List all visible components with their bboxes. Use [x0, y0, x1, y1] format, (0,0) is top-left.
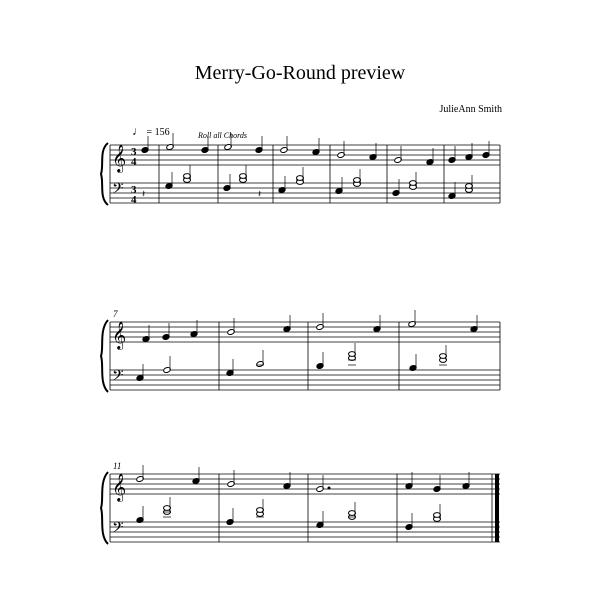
treble-clef-icon: 𝄞 — [112, 144, 127, 172]
bass-clef-icon: 𝄢 — [112, 367, 124, 388]
treble-notes — [141, 133, 490, 165]
tempo-value: = 156 — [146, 127, 170, 138]
treble-staff — [110, 322, 500, 342]
bass-staff — [110, 370, 500, 390]
svg-text:3: 3 — [131, 146, 137, 158]
bass-staff — [110, 522, 500, 542]
treble-clef-icon: 𝄞 — [112, 321, 127, 349]
brace — [101, 320, 108, 392]
bass-clef-icon: 𝄢 — [112, 180, 124, 201]
system-2 — [101, 310, 500, 392]
bass-notes — [142, 165, 473, 200]
quarter-rest-icon: 𝄽 — [142, 189, 146, 200]
brace — [101, 472, 108, 544]
measure-number-7: 7 — [113, 309, 118, 319]
treble-staff — [110, 474, 500, 494]
bass-notes — [136, 497, 441, 530]
system-1 — [101, 133, 500, 206]
expression-text: Roll all Chords — [198, 131, 248, 140]
svg-text:3: 3 — [131, 184, 137, 196]
brace — [101, 143, 108, 205]
score-title: Merry-Go-Round preview — [194, 62, 406, 84]
quarter-note-icon: ♩ — [132, 124, 144, 138]
bass-clef-icon: 𝄢 — [112, 519, 124, 540]
barlines — [110, 145, 500, 203]
time-signature — [131, 146, 137, 206]
svg-text:4: 4 — [131, 156, 137, 168]
treble-clef-icon: 𝄞 — [112, 473, 127, 501]
system-3 — [101, 465, 500, 544]
bass-notes — [136, 343, 447, 381]
treble-notes — [142, 310, 478, 342]
quarter-rest-icon: 𝄽 — [258, 189, 262, 200]
measure-number-11: 11 — [113, 461, 122, 471]
composer-name: JulieAnn Smith — [439, 104, 502, 115]
svg-text:4: 4 — [131, 194, 137, 206]
